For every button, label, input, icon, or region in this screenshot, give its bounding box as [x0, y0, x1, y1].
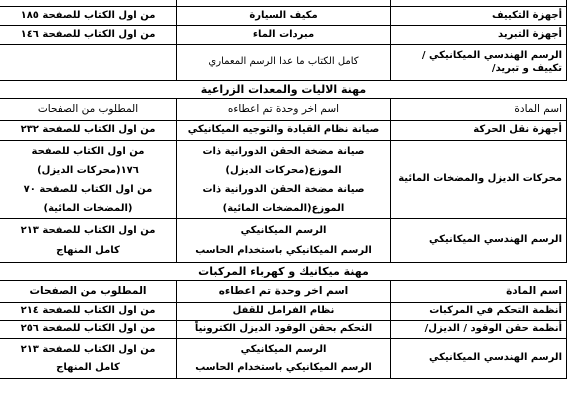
required-line: من اول الكتاب للصفحة ٢١٣	[20, 224, 156, 236]
required-cell	[0, 45, 177, 81]
unit-line: الرسم الميكانيكي	[240, 224, 327, 236]
section-title: مهنة الاليات والمعدات الزراعية	[200, 83, 367, 96]
required-line: ١٧٦(محركات الديزل)	[37, 164, 139, 176]
subject-cell: الرسم الهندسي الميكانيكي / تكييف و تبريد/	[391, 45, 567, 81]
unit-cell	[177, 321, 391, 339]
subject-cell: أجهزة التكييف	[391, 7, 567, 26]
unit-line: صيانة مضخة الحقن الدورانية ذات	[202, 183, 365, 195]
table-header-row	[0, 99, 567, 121]
table-row	[0, 141, 567, 219]
unit-cell	[177, 121, 391, 141]
required-cell	[0, 339, 177, 379]
table-header-row	[0, 281, 567, 303]
required-cell	[0, 303, 177, 321]
subject-cell: أجهزة نقل الحركة	[391, 121, 567, 141]
unit-cell	[177, 339, 391, 379]
table-row	[0, 26, 567, 45]
subject-cell: الرسم الهندسي الميكانيكي	[391, 219, 567, 263]
unit-line: الرسم الميكانيكي باستخدام الحاسب	[195, 244, 372, 256]
required-cell	[0, 141, 177, 219]
unit-line: صيانة مضخة الحقن الدورانية ذات	[202, 145, 365, 157]
header-subject: اسم المادة	[391, 99, 567, 121]
required-line: من اول الكتاب للصفحة	[31, 145, 145, 157]
required-line: كامل المنهاج	[56, 361, 120, 373]
table-row	[0, 121, 567, 141]
subject-cell: الرسم الهندسي الميكانيكي	[391, 339, 567, 379]
unit-line: الموزع(المضخات المائية)	[222, 202, 345, 214]
required-cell	[0, 321, 177, 339]
header-required: المطلوب من الصفحات	[0, 281, 177, 303]
section-title: مهنة ميكانيك و كهرباء المركبات	[198, 265, 369, 278]
subject-cell: أنظمة حقن الوقود / الديزل/	[391, 321, 567, 339]
unit-line: صيانة نظام القيادة والتوجيه الميكانيكي	[187, 124, 380, 136]
header-required: المطلوب من الصفحات	[0, 99, 177, 121]
header-unit: اسم اخر وحدة تم اعطاءه	[177, 99, 391, 121]
unit-cell: مبردات الماء	[177, 26, 391, 45]
unit-cell	[177, 303, 391, 321]
required-line: من اول الكتاب للصفحة ٢١٣	[20, 343, 156, 355]
subject-cell: أنظمة التحكم في المركبات	[391, 303, 567, 321]
unit-line: التحكم بحقن الوقود الديزل الكترونياً	[194, 323, 373, 335]
required-cell	[0, 219, 177, 263]
header-unit: اسم اخر وحدة تم اعطاءه	[177, 281, 391, 303]
required-line: من اول الكتاب للصفحة ٧٠	[23, 183, 153, 195]
table-row	[0, 303, 567, 321]
table-agricultural-machinery	[0, 98, 567, 263]
subject-cell: محركات الديزل والمضخات المائية	[391, 141, 567, 219]
table-row	[0, 321, 567, 339]
table-row	[0, 339, 567, 379]
required-line: (المضخات المائية)	[43, 202, 133, 214]
required-cell: من اول الكتاب للصفحة ١٨٥	[0, 7, 177, 26]
unit-cell: كامل الكتاب ما عدا الرسم المعماري	[177, 45, 391, 81]
unit-cell	[177, 219, 391, 263]
unit-line: نظام الفرامل للقفل	[232, 305, 335, 317]
table-air-conditioning	[0, 0, 567, 81]
table-vehicle-mechanics	[0, 280, 567, 379]
required-cell: من اول الكتاب للصفحة ١٤٦	[0, 26, 177, 45]
header-subject: اسم المادة	[391, 281, 567, 303]
unit-cell	[177, 141, 391, 219]
required-line: من اول الكتاب للصفحة ٢٣٢	[20, 124, 156, 136]
unit-cell: مكيف السيارة	[177, 7, 391, 26]
subject-cell: أجهزة التبريد	[391, 26, 567, 45]
required-line: من اول الكتاب للصفحة ٢١٤	[20, 305, 156, 317]
unit-line: الرسم الميكانيكي	[240, 343, 327, 355]
unit-line: الموزع(محركات الديزل)	[225, 164, 342, 176]
required-line: كامل المنهاج	[56, 244, 120, 256]
table-row	[0, 7, 567, 26]
required-cell	[0, 121, 177, 141]
table-row	[0, 45, 567, 81]
unit-line: الرسم الميكانيكي باستخدام الحاسب	[195, 361, 372, 373]
table-row	[0, 219, 567, 263]
required-line: من اول الكتاب للصفحة ٢٥٦	[20, 323, 156, 335]
